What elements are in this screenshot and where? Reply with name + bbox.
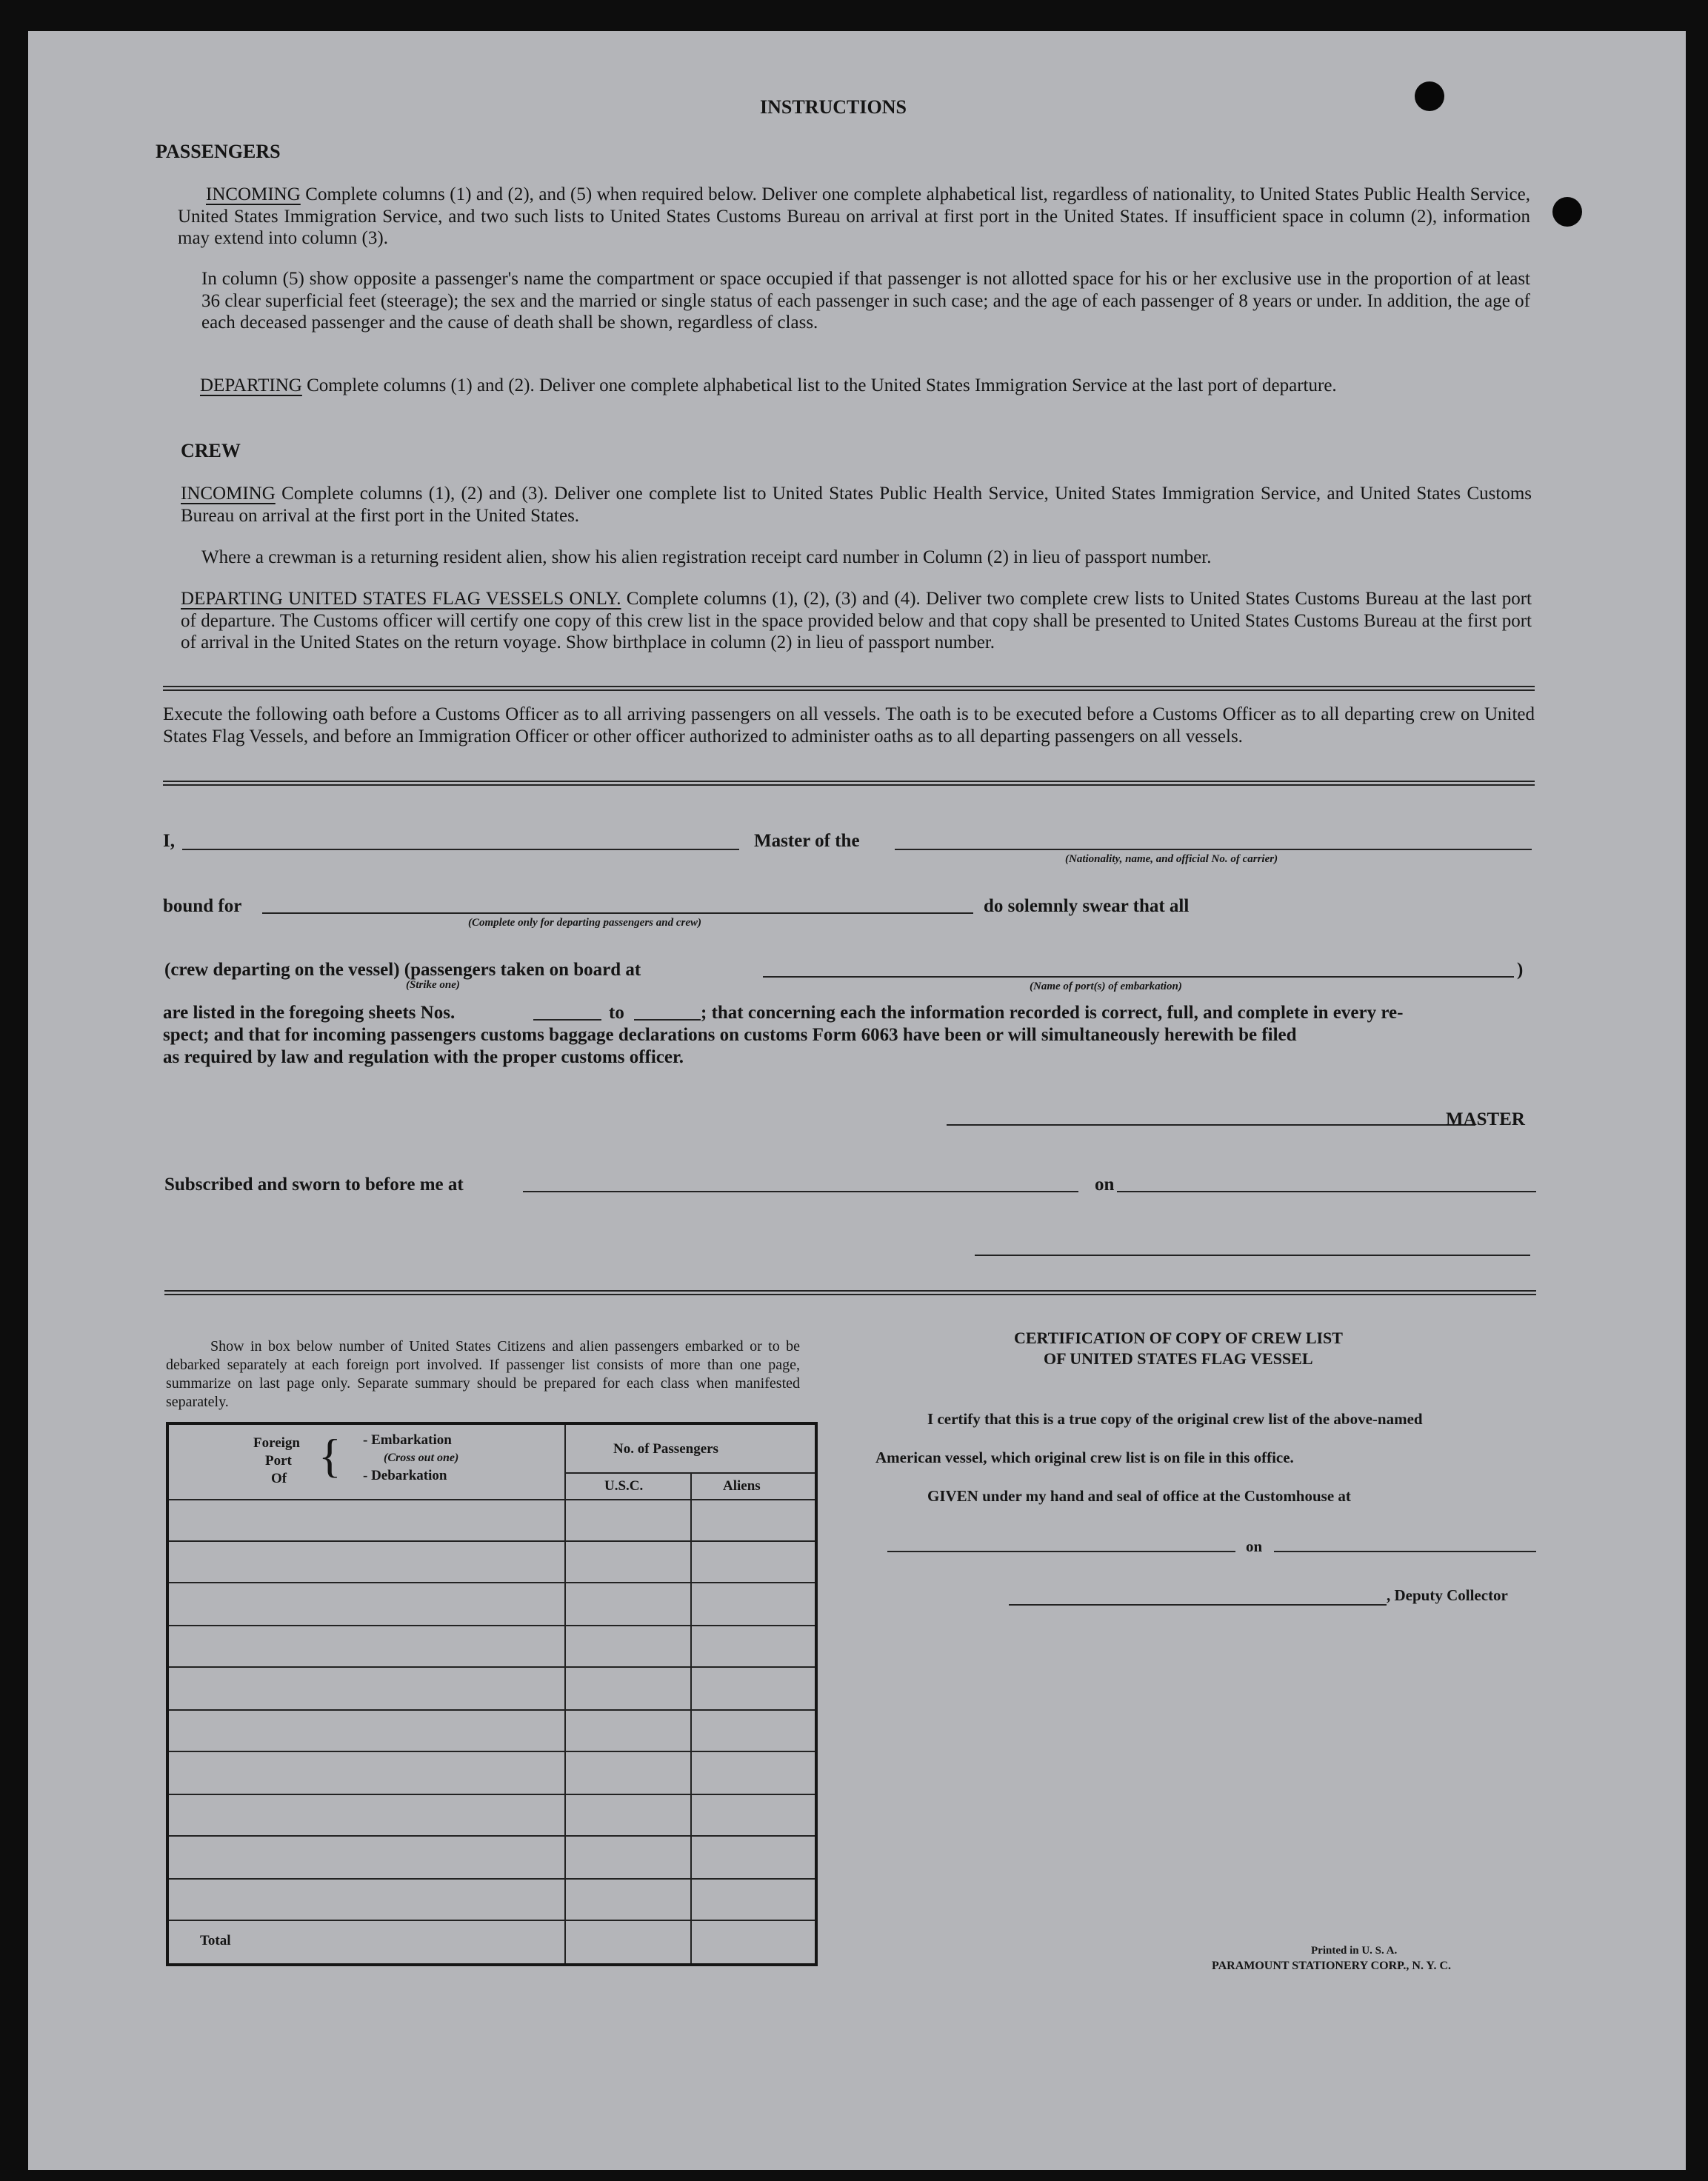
customhouse-field[interactable] <box>887 1551 1235 1552</box>
crewman-paragraph: Where a crewman is a returning resident alien, show his alien registration receipt card number in Column (2) in lieu of passport number. <box>201 547 1212 567</box>
passengers-incoming-paragraph: INCOMING Complete columns (1) and (2), and (5) when required below. Deliver one complete alphabetical list, regardless of nationality, to United States Public Health Service, United States Immigration Service, and two such lists to United States Customs Bureau on arrival at first port in the United States. If insufficient space in column (2), information may extend into column (3). <box>178 184 1530 248</box>
table-of: Of <box>271 1471 287 1486</box>
table-row[interactable] <box>169 1582 815 1583</box>
table-foreign: Foreign <box>253 1435 300 1451</box>
subscribed-date-field[interactable] <box>1117 1191 1536 1192</box>
punch-hole-top <box>1415 81 1444 111</box>
swear-text: do solemnly swear that all <box>984 896 1190 916</box>
table-header-subline <box>564 1472 815 1474</box>
given-line: GIVEN under my hand and seal of office at the Customhouse at <box>927 1487 1351 1505</box>
table-row[interactable] <box>169 1666 815 1668</box>
oath-i-label: I, <box>163 831 175 851</box>
departing-label: DEPARTING <box>200 375 302 395</box>
master-of-the: Master of the <box>754 831 860 851</box>
subscribed-place-field[interactable] <box>523 1191 1078 1192</box>
crew-heading: CREW <box>181 440 241 461</box>
table-row[interactable] <box>169 1625 815 1626</box>
master-signature-label: MASTER <box>1446 1109 1525 1129</box>
sheet-from-field[interactable] <box>533 1019 601 1021</box>
subscribed-label: Subscribed and sworn to before me at <box>164 1175 464 1195</box>
close-paren: ) <box>1517 960 1524 980</box>
deputy-collector-label: , Deputy Collector <box>1387 1586 1508 1604</box>
table-total: Total <box>200 1933 231 1948</box>
listed-text-a: are listed in the foregoing sheets Nos. <box>163 1003 456 1023</box>
table-cross-out: (Cross out one) <box>384 1452 459 1464</box>
crew-incoming-paragraph: INCOMING Complete columns (1), (2) and (3). Deliver one complete list to United States Public Health Service, United States Immigration Service, and United States Customs Bureau on arrival at the first port in the United States. <box>181 484 1532 526</box>
listed-text-c: spect; and that for incoming passengers customs baggage declarations on customs Form 6063 have been or will simultaneously herewith be filed <box>163 1025 1297 1045</box>
table-row[interactable] <box>169 1920 815 1921</box>
certification-on: on <box>1246 1537 1263 1555</box>
divider-2 <box>163 781 1535 786</box>
table-embarkation: - Embarkation <box>363 1432 452 1448</box>
punch-hole-side <box>1552 197 1582 227</box>
bound-for-caption: (Complete only for departing passengers and crew) <box>468 917 701 929</box>
passengers-departing-paragraph: DEPARTING Complete columns (1) and (2). Deliver one complete alphabetical list to the United States Immigration Service at the last port of departure. <box>200 375 1337 395</box>
form-page <box>28 31 1686 2170</box>
divider-1 <box>163 686 1535 691</box>
crew-departing-text: (crew departing on the vessel) (passengers taken on board at <box>164 960 641 980</box>
table-brace: { <box>318 1429 341 1482</box>
divider-3 <box>164 1290 1536 1295</box>
carrier-field[interactable] <box>895 849 1532 850</box>
table-usc: U.S.C. <box>604 1478 644 1494</box>
ports-field[interactable] <box>763 976 1514 978</box>
bound-for-label: bound for <box>163 896 242 916</box>
listed-text-d: as required by law and regulation with the proper customs officer. <box>163 1047 684 1067</box>
table-row[interactable] <box>169 1835 815 1837</box>
ports-caption: (Name of port(s) of embarkation) <box>1030 981 1182 992</box>
instructions-title: INSTRUCTIONS <box>760 96 907 118</box>
oath-instructions: Execute the following oath before a Customs Officer as to all arriving passengers on all vessels. The oath is to be executed before a Customs Officer as to all departing crew on United States Flag Vessels, and before an Immigration Officer or other officer authorized to administer oaths as to all departing passengers on all vessels. <box>163 704 1535 747</box>
table-debarkation: - Debarkation <box>363 1468 447 1483</box>
table-row[interactable] <box>169 1794 815 1795</box>
certify-line-2: American vessel, which original crew list is on file in this office. <box>875 1449 1294 1466</box>
listed-to: to <box>609 1003 624 1023</box>
certification-title-1: CERTIFICATION OF COPY OF CREW LIST <box>1014 1329 1343 1347</box>
officer-signature-field[interactable] <box>975 1255 1530 1256</box>
subscribed-on: on <box>1095 1175 1115 1195</box>
deputy-signature-field[interactable] <box>1009 1604 1387 1606</box>
table-aliens: Aliens <box>723 1478 761 1494</box>
crew-incoming-label: INCOMING <box>181 484 276 504</box>
incoming-label: INCOMING <box>206 184 301 204</box>
table-row[interactable] <box>169 1751 815 1752</box>
table-row[interactable] <box>169 1540 815 1542</box>
departing-flag-paragraph: DEPARTING UNITED STATES FLAG VESSELS ONLY. Complete columns (1), (2), (3) and (4). Deliver two complete crew lists to United States Customs Bureau at the last port of departure. The Customs officer will certify one copy of this crew list in the space provided below and that copy shall be presented to United States Customs Bureau at the first port of arrival in the United States on the return voyage. Show birthplace in column (2) in lieu of passport number. <box>181 589 1532 652</box>
printer-line-1: Printed in U. S. A. <box>1311 1945 1398 1957</box>
master-name-field[interactable] <box>182 849 739 850</box>
certify-line-1: I certify that this is a true copy of the original crew list of the above-named <box>927 1410 1423 1428</box>
table-row[interactable] <box>169 1709 815 1711</box>
bound-for-field[interactable] <box>262 912 973 914</box>
listed-text-b: ; that concerning each the information recorded is correct, full, and complete in every re- <box>701 1003 1404 1023</box>
table-no-passengers: No. of Passengers <box>613 1441 718 1457</box>
table-header-bottom <box>169 1499 815 1500</box>
table-row[interactable] <box>169 1878 815 1880</box>
column5-paragraph: In column (5) show opposite a passenger's name the compartment or space occupied if that passenger is not allotted space for his or her exclusive use in the proportion of at least 36 clear superficial feet (steerage); the sex and the married or single status of each passenger in such case; and the age of each passenger of 8 years or under. In addition, the age of each deceased passenger and the cause of death shall be shown, regardless of class. <box>201 269 1530 333</box>
printer-line-2: PARAMOUNT STATIONERY CORP., N. Y. C. <box>1212 1960 1452 1972</box>
summary-note: Show in box below number of United States Citizens and alien passengers embarked or to be debarked separately at each foreign port involved. If passenger list consists of more than one page, summarize on last page only. Separate summary should be prepared for each class when manifested separately. <box>166 1338 800 1410</box>
carrier-caption: (Nationality, name, and official No. of carrier) <box>1065 853 1278 865</box>
passengers-heading: PASSENGERS <box>156 141 281 162</box>
departing-flag-label: DEPARTING UNITED STATES FLAG VESSELS ONLY. <box>181 589 621 609</box>
certification-date-field[interactable] <box>1274 1551 1536 1552</box>
table-port: Port <box>265 1453 292 1469</box>
passenger-summary-table <box>166 1422 818 1966</box>
master-signature-field[interactable] <box>947 1124 1475 1126</box>
table-divider-usc <box>690 1472 692 1963</box>
certification-title-2: OF UNITED STATES FLAG VESSEL <box>1044 1349 1313 1368</box>
sheet-to-field[interactable] <box>634 1019 701 1021</box>
table-divider-port <box>564 1425 566 1963</box>
strike-one-caption: (Strike one) <box>406 979 460 991</box>
